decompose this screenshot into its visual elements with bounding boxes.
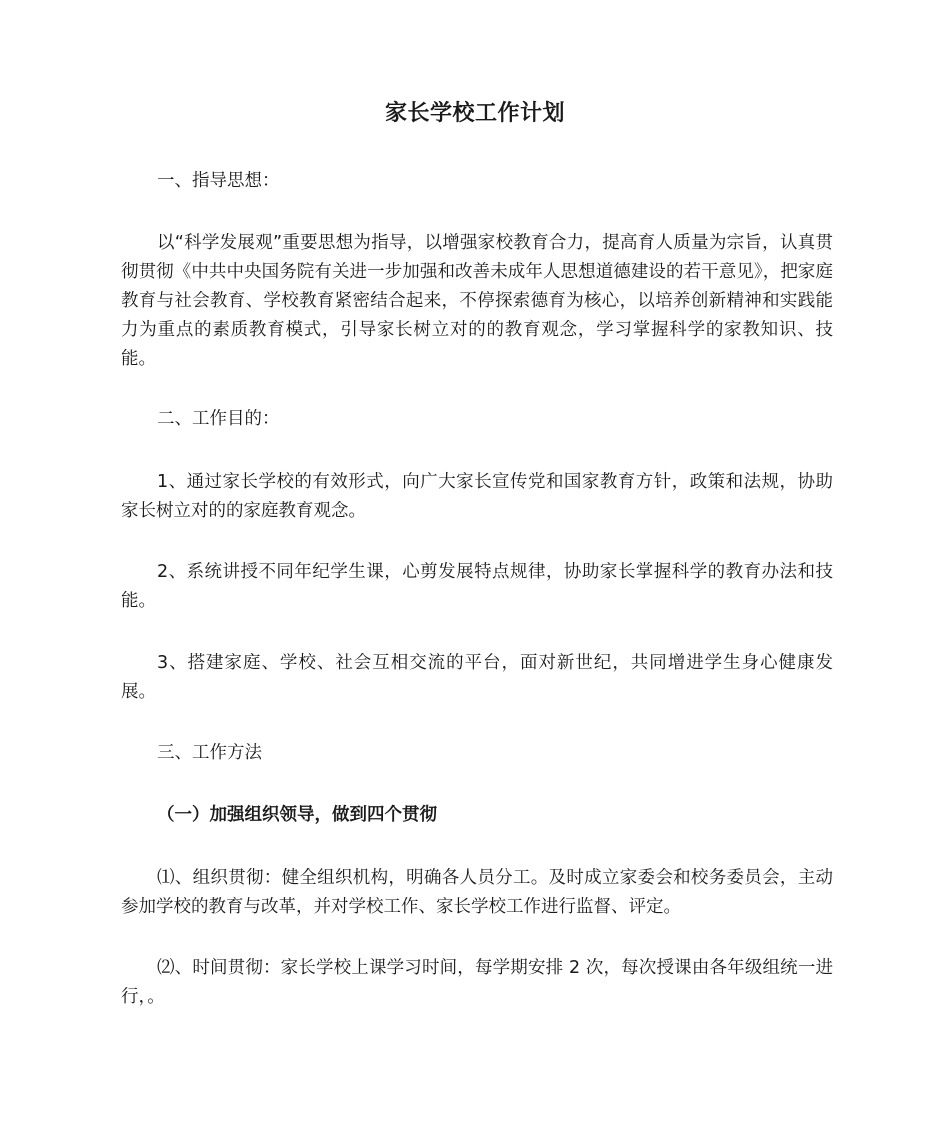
document-title: 家长学校工作计划	[384, 101, 565, 126]
section-heading-guiding-ideology: 一、指导思想：	[157, 171, 280, 191]
subsection-heading-organization: （一）加强组织领导，做到四个贯彻	[157, 805, 437, 825]
paragraph-goal-2: 2、系统讲授不同年纪学生课，心剪发展特点规律，协助家长掌握科学的教育办法和技能。	[121, 562, 833, 611]
section-heading-work-methods: 三、工作方法	[157, 743, 262, 763]
section-heading-work-goals: 二、工作目的：	[157, 409, 280, 429]
paragraph-goal-1: 1、通过家长学校的有效形式，向广大家长宣传党和国家教育方针，政策和法规，协助家长树立对的的家庭教育观念。	[121, 472, 833, 521]
paragraph-goal-3: 3、搭建家庭、学校、社会互相交流的平台，面对新世纪，共同增进学生身心健康发展。	[121, 653, 833, 702]
paragraph-guiding-ideology: 以“科学发展观”重要思想为指导，以增强家校教育合力，提高育人质量为宗旨，认真贯彻贯彻《中共中央国务院有关进一步加强和改善未成年人思想道德建设的若干意见》，把家庭教育与社会教育、学校教育紧密结合起来，不停探索德育为核心，以培养创新精神和实践能力为重点的素质教育模式，引导家长树立对的的教育观念，学习掌握科学的家教知识、技能。	[121, 233, 833, 369]
paragraph-item-organization: ⑴、组织贯彻：健全组织机构，明确各人员分工。及时成立家委会和校务委员会，主动参加学校的教育与改革，并对学校工作、家长学校工作进行监督、评定。	[121, 868, 833, 917]
paragraph-item-time: ⑵、时间贯彻：家长学校上课学习时间，每学期安排 2 次，每次授课由各年级组统一进行，。	[121, 958, 833, 1007]
